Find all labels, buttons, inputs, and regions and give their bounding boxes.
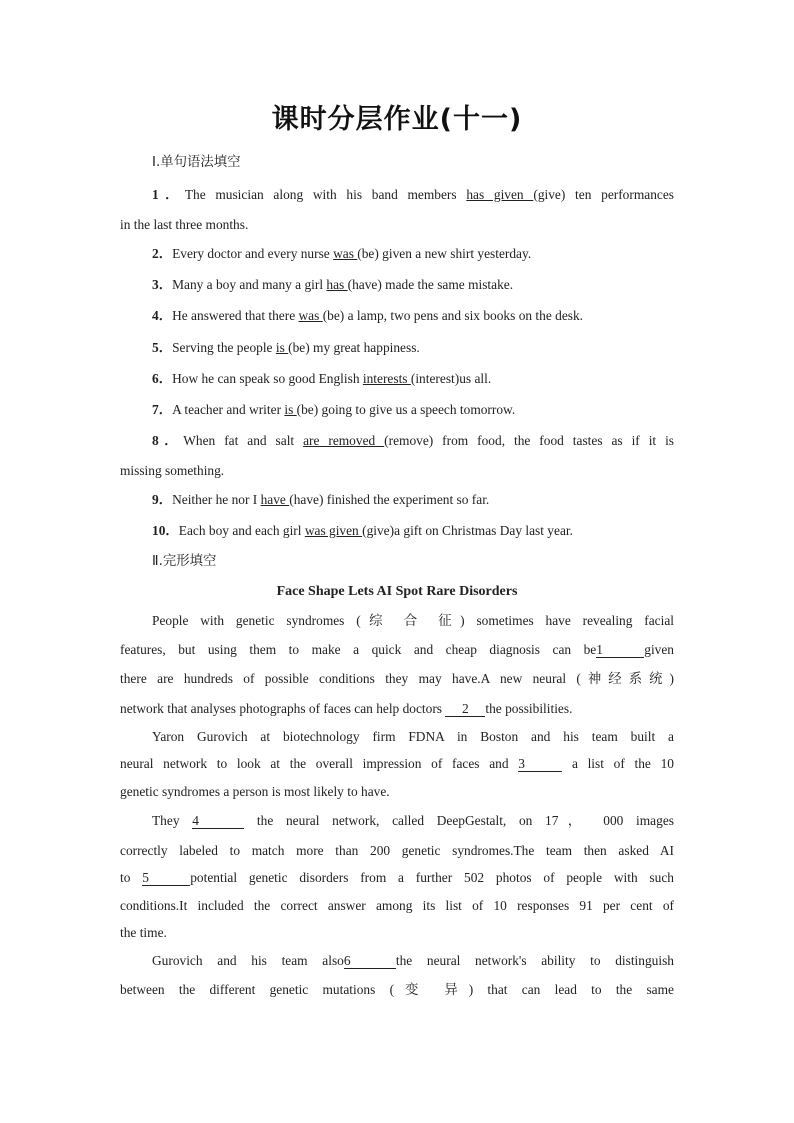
- text-span: Gurovich and his team also: [152, 953, 344, 968]
- item-answer: has given: [466, 187, 534, 202]
- cloze-paragraph-1-line-3: [120, 670, 674, 689]
- page-title: 课时分层作业(十一): [271, 104, 523, 135]
- item-text-before: Serving the people: [172, 340, 276, 355]
- cloze-paragraph-2-line-2: [120, 755, 674, 773]
- item-text-before: When fat and salt: [183, 433, 304, 448]
- text-span: the neural network's ability to distinguish: [395, 953, 674, 968]
- item-text-after: (give)a gift on Christmas Day last year.: [362, 523, 573, 538]
- cloze-blank-6[interactable]: 6: [344, 953, 396, 969]
- item-number: 6．: [152, 371, 173, 386]
- grammar-item-9: [120, 491, 674, 509]
- text-span: ) that can lead to the same: [468, 982, 674, 997]
- cloze-paragraph-2-line-1: Yaron Gurovich at biotechnology firm FDNA in Boston and his team built a: [152, 729, 674, 744]
- item-text-after: (interest)us all.: [410, 371, 492, 386]
- cloze-blank-2[interactable]: 2: [445, 701, 485, 717]
- item-text-before: He answered that there: [172, 308, 299, 323]
- item-text-before: A teacher and writer: [172, 402, 285, 417]
- text-span: network that analyses photographs of faces can help doctors: [120, 701, 443, 716]
- grammar-item-6: [120, 370, 674, 388]
- item-number: 10．: [152, 523, 179, 538]
- text-span: the possibilities.: [485, 701, 573, 716]
- cloze-blank-4[interactable]: 4: [192, 813, 244, 829]
- article-title: Face Shape Lets AI Spot Rare Disorders: [276, 584, 518, 599]
- chinese-gloss: 变 异: [394, 983, 469, 998]
- grammar-item-3: [120, 276, 674, 294]
- cloze-paragraph-3-line-4: conditions.It included the correct answer among its list of 10 responses 91 per cent of: [120, 898, 674, 913]
- text-span: People with genetic syndromes (: [152, 613, 361, 628]
- item-number: 8．: [152, 433, 184, 448]
- section-heading-grammar: Ⅰ.单句语法填空: [152, 155, 241, 170]
- item-number: 9．: [152, 492, 173, 507]
- item-text-after: (be) my great happiness.: [288, 340, 420, 355]
- item-text-after: (have) finished the experiment so far.: [289, 492, 490, 507]
- cloze-blank-5[interactable]: 5: [142, 870, 190, 886]
- item-number: 1．: [152, 187, 185, 202]
- cloze-blank-1[interactable]: 1: [596, 642, 644, 658]
- item-number: 5．: [152, 340, 173, 355]
- item-text-before: Every doctor and every nurse: [172, 246, 334, 261]
- item-answer: are removed: [303, 433, 385, 448]
- grammar-item-5: [120, 339, 674, 357]
- item-number: 2．: [152, 246, 173, 261]
- item-text-after: (be) a lamp, two pens and six books on the desk.: [322, 308, 584, 323]
- item-answer: has: [326, 277, 348, 292]
- item-text-after: (have) made the same mistake.: [347, 277, 514, 292]
- item-text-before: Each boy and each girl: [178, 523, 305, 538]
- item-answer: is: [284, 402, 297, 417]
- cloze-paragraph-3-line-2: correctly labeled to match more than 200 genetic syndromes.The team then asked AI: [120, 843, 674, 858]
- grammar-item-1: [120, 186, 674, 204]
- cloze-paragraph-4-line-2: [120, 981, 674, 1000]
- item-number: 7．: [152, 402, 173, 417]
- item-text-before: Many a boy and many a girl: [172, 277, 327, 292]
- grammar-item-7: [120, 401, 674, 419]
- grammar-item-1-continued: in the last three months.: [120, 217, 249, 232]
- item-text-before: Neither he nor I: [172, 492, 261, 507]
- grammar-item-2: [120, 245, 674, 263]
- cloze-paragraph-1-line-1: [120, 612, 674, 631]
- grammar-item-8: [120, 432, 674, 450]
- cloze-paragraph-3-line-5: the time.: [120, 925, 167, 940]
- text-span: a list of the 10: [571, 756, 674, 771]
- cloze-paragraph-1-line-2: [120, 641, 674, 659]
- cloze-paragraph-3-line-3: [120, 869, 674, 887]
- item-answer: have: [260, 492, 290, 507]
- item-text-after: (be) going to give us a speech tomorrow.: [296, 402, 516, 417]
- cloze-paragraph-4-line-1: [120, 952, 674, 970]
- item-text-after: (give) ten performances: [533, 187, 674, 202]
- text-span: the neural network, called DeepGestalt, on 17， 000 images: [256, 813, 674, 828]
- item-number: 4．: [152, 308, 173, 323]
- item-text-before: The musician along with his band members: [184, 187, 467, 202]
- cloze-paragraph-2-line-3: genetic syndromes a person is most likely to have.: [120, 784, 390, 799]
- text-span: potential genetic disorders from a further 502 photos of people with such: [190, 870, 674, 885]
- text-span: features, but using them to make a quick and cheap diagnosis can be: [120, 642, 597, 657]
- item-answer: was: [298, 308, 323, 323]
- item-answer: is: [275, 340, 289, 355]
- item-text-after: (be) given a new shirt yesterday.: [357, 246, 532, 261]
- item-answer: interests: [362, 371, 411, 386]
- grammar-item-4: [120, 307, 674, 325]
- item-text-after: (remove) from food, the food tastes as if it is: [384, 433, 675, 448]
- text-span: to: [120, 870, 131, 885]
- cloze-paragraph-3-line-1: [120, 812, 674, 830]
- text-span: They: [152, 813, 180, 828]
- item-number: 3．: [152, 277, 173, 292]
- text-span: there are hundreds of possible conditions they may have.A new neural (: [120, 671, 581, 686]
- cloze-paragraph-1-line-4: [120, 700, 674, 718]
- grammar-item-10: [120, 522, 674, 540]
- item-answer: was given: [304, 523, 363, 538]
- text-span: ) sometimes have revealing facial: [460, 613, 674, 628]
- cloze-blank-3[interactable]: 3: [518, 756, 562, 772]
- text-span: between the different genetic mutations (: [120, 982, 395, 997]
- text-span: neural network to look at the overall impression of faces and: [120, 756, 509, 771]
- text-span: ): [669, 671, 674, 686]
- chinese-gloss: 综 合 征: [360, 614, 461, 629]
- section-heading-cloze: Ⅱ.完形填空: [152, 554, 217, 569]
- item-answer: was: [333, 246, 358, 261]
- grammar-item-8-continued: missing something.: [120, 463, 225, 478]
- text-span: given: [644, 642, 674, 657]
- item-text-before: How he can speak so good English: [172, 371, 363, 386]
- chinese-gloss: 神经系统: [580, 672, 670, 687]
